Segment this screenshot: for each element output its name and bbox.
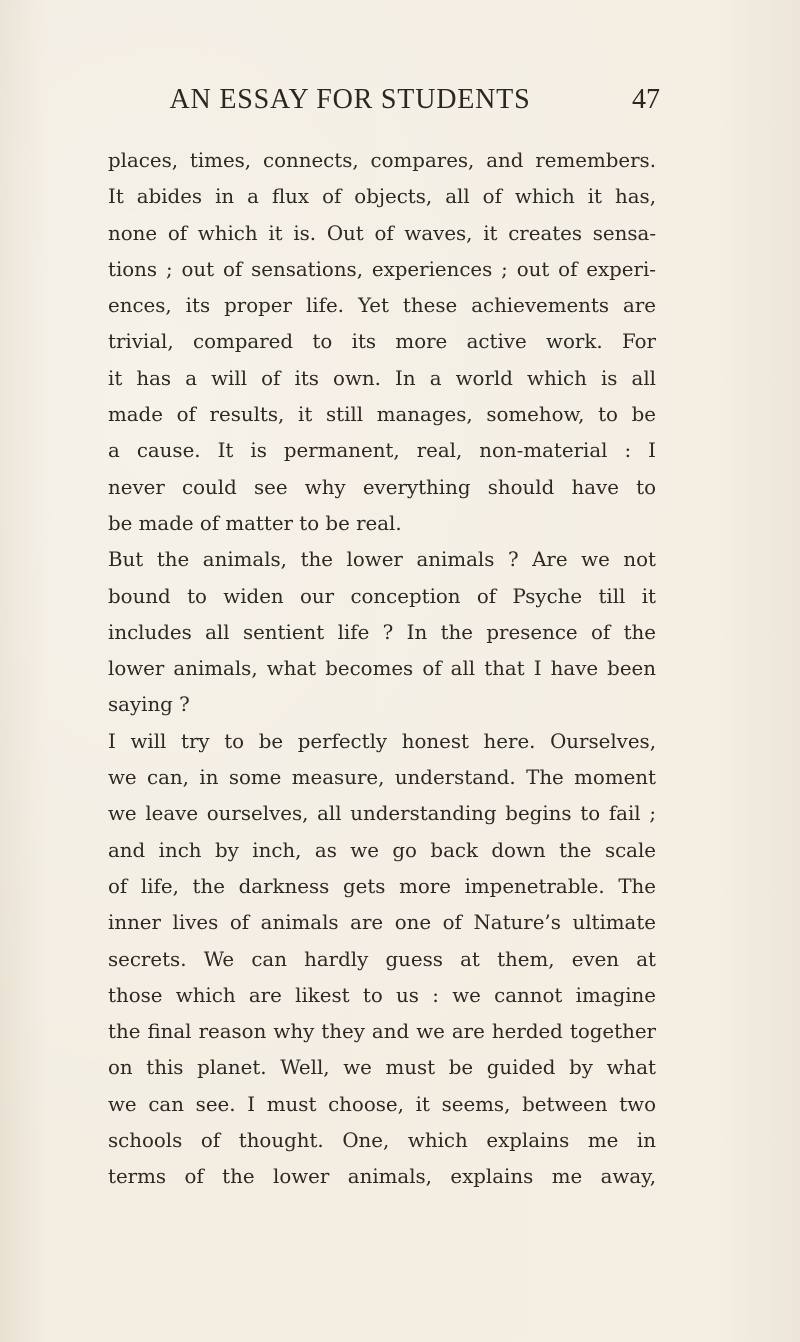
text-line: and inch by inch, as we go back down the scale	[108, 838, 656, 862]
text-line: places, times, connects, compares, and remembers.	[108, 149, 656, 172]
running-head	[0, 82, 800, 122]
text-line: trivial, compared to its more active work. For	[108, 330, 656, 354]
text-line: those which are likest to us : we cannot imagine	[108, 983, 656, 1007]
text-line: I will try to be perfectly honest here. Ourselves,	[108, 729, 656, 753]
text-line: secrets. We can hardly guess at them, even at	[108, 947, 656, 971]
text-line: lower animals, what becomes of all that I have been	[108, 657, 656, 681]
text-line: inner lives of animals are one of Nature’s ultimate	[108, 911, 656, 935]
text-line: none of which it is. Out of waves, it creates sensa-	[108, 221, 656, 245]
text-line: we can, in some measure, understand. The moment	[108, 766, 656, 790]
page-number: 47	[632, 84, 660, 115]
text-line-paragraph-end: be made of matter to be real.	[108, 511, 402, 535]
text-line: on this planet. Well, we must be guided by what	[108, 1056, 656, 1080]
body-text	[108, 143, 656, 1196]
text-line: of life, the darkness gets more impenetrable. The	[108, 874, 656, 898]
text-line: we can see. I must choose, it seems, between two	[108, 1092, 656, 1116]
text-line: the final reason why they and we are herded together	[108, 1020, 656, 1044]
text-line: includes all sentient life ? In the presence of the	[108, 620, 656, 644]
text-line: tions ; out of sensations, experiences ; out of experi-	[108, 257, 656, 281]
text-line: It abides in a flux of objects, all of which it has,	[108, 185, 656, 209]
text-line-paragraph-end: saying ?	[108, 693, 190, 717]
text-line: bound to widen our conception of Psyche till it	[108, 584, 656, 608]
text-line: terms of the lower animals, explains me away,	[108, 1165, 656, 1189]
text-line: a cause. It is permanent, real, non-material : I	[108, 439, 656, 463]
text-line: schools of thought. One, which explains me in	[108, 1129, 656, 1153]
text-line: we leave ourselves, all understanding begins to fail ;	[108, 802, 656, 826]
text-line: But the animals, the lower animals ? Are we not	[108, 548, 656, 572]
header-title: AN ESSAY FOR STUDENTS	[169, 84, 531, 115]
text-line: made of results, it still manages, somehow, to be	[108, 403, 656, 427]
text-line: it has a will of its own. In a world which is all	[108, 366, 656, 390]
text-line: never could see why everything should have to	[108, 475, 656, 499]
text-line: ences, its proper life. Yet these achievements are	[108, 294, 656, 318]
